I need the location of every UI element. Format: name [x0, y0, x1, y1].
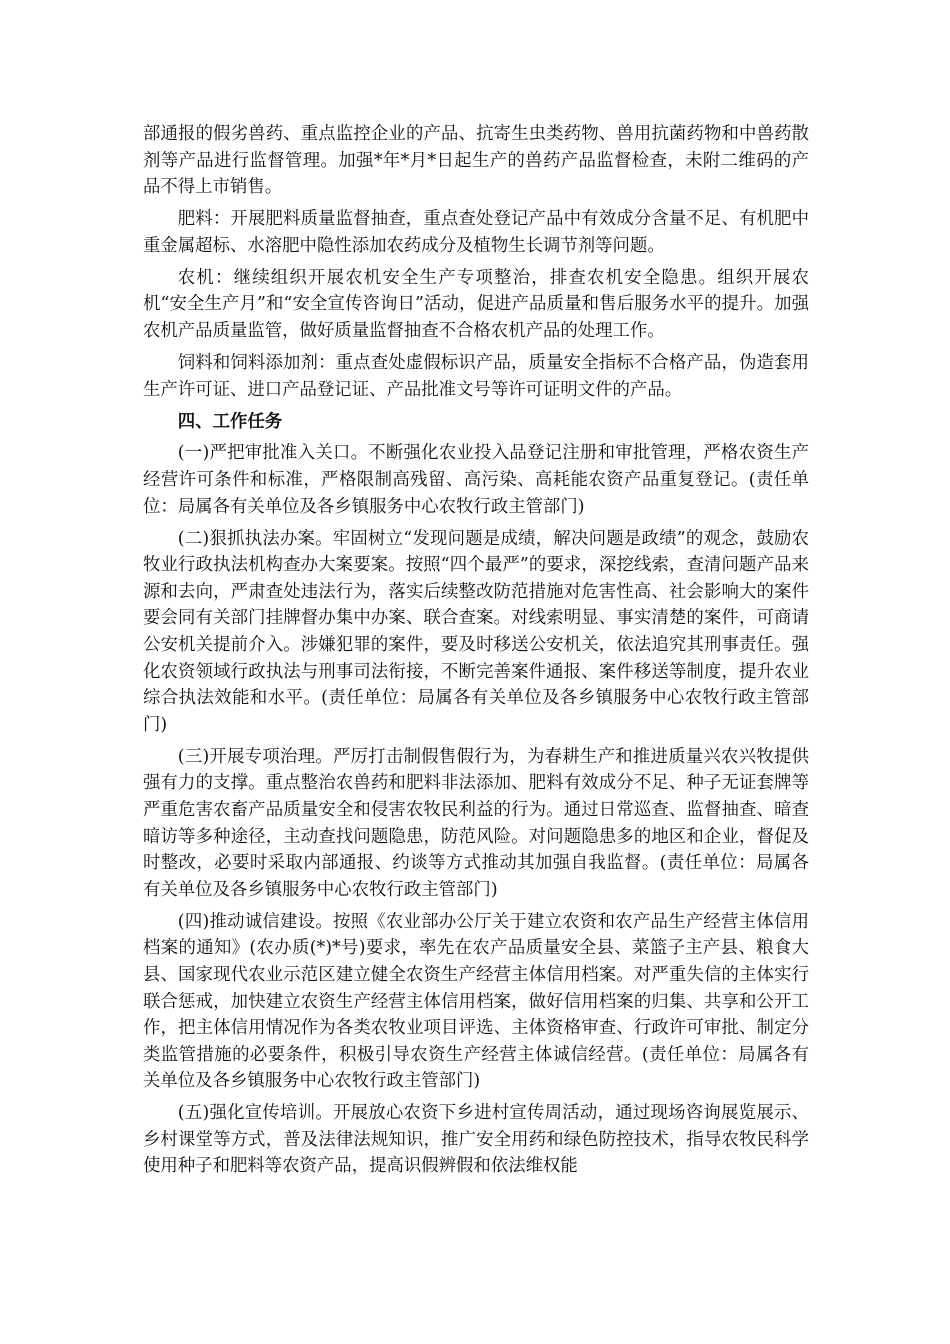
section-heading-work-tasks: 四、工作任务 — [177, 411, 283, 432]
paragraph-task-4-credit-building: (四)推动诚信建设。按照《农业部办公厅关于建立农资和农产品生产经营主体信用档案的通知》(农办质(*)*号)要求，率先在农产品质量安全县、菜篮子主产县、粮食大县、国家现代农业示范区建立健全农资生产经营主体信用档案。对严重失信的主体实行联合惩戒，加快建立农资生产经营主体信用档案，做好信用档案的归集、共享和公开工作，把主体信用情况作为各类农牧业项目评选、主体资格审查、行政许可审批、制定分类监管措施的必要条件，积极引导农资生产经营主体诚信经营。(责任单位：局属各有关单位及各乡镇服务中心农牧行政主管部门) — [143, 911, 809, 1092]
document-page — [143, 121, 809, 1185]
paragraph-task-3-special-governance: (三)开展专项治理。严厉打击制假售假行为，为春耕生产和推进质量兴农兴牧提供强有力的支撑。重点整治农兽药和肥料非法添加、肥料有效成分不足、种子无证套牌等严重危害农畜产品质量安全和侵害农牧民利益的行为。通过日常巡查、监督抽查、暗查暗访等多种途径，主动查找问题隐患，防范风险。对问题隐患多的地区和企业，督促及时整改，必要时采取内部通报、约谈等方式推动其加强自我监督。(责任单位：局属各有关单位及各乡镇服务中心农牧行政主管部门) — [143, 746, 809, 900]
paragraph-task-5-publicity-training: (五)强化宣传培训。开展放心农资下乡进村宣传周活动，通过现场咨询展览展示、乡村课堂等方式，普及法律法规知识，推广安全用药和绿色防控技术，指导农牧民科学使用种子和肥料等农资产品，提高识假辨假和依法维权能 — [143, 1103, 809, 1177]
paragraph-agricultural-machinery: 农机：继续组织开展农机安全生产专项整治，排查农机安全隐患。组织开展农机“安全生产月”和“安全宣传咨询日”活动，促进产品质量和售后服务水平的提升。加强农机产品质量监管，做好质量监督抽查不合格农机产品的处理工作。 — [143, 267, 809, 341]
paragraph-task-2-enforcement: (二)狠抓执法办案。牢固树立“发现问题是成绩，解决问题是政绩”的观念，鼓励农牧业行政执法机构查办大案要案。按照“四个最严”的要求，深挖线索，查清问题产品来源和去向，严肃查处违法行为，落实后续整改防范措施对危害性高、社会影响大的案件要会同有关部门挂牌督办集中办案、联合查案。对线索明显、事实清楚的案件，可商请公安机关提前介入。涉嫌犯罪的案件，要及时移送公安机关，依法追究其刑事责任。强化农资领域行政执法与刑事司法衔接，不断完善案件通报、案件移送等制度，提升农业综合执法效能和水平。(责任单位：局属各有关单位及各乡镇服务中心农牧行政主管部门) — [143, 528, 809, 735]
paragraph-task-1-approval: (一)严把审批准入关口。不断强化农业投入品登记注册和审批管理，严格农资生产经营许可条件和标准，严格限制高残留、高污染、高耗能农资产品重复登记。(责任单位：局属各有关单位及各乡镇服务中心农牧行政主管部门) — [143, 443, 809, 517]
paragraph-feed-additives: 饲料和饲料添加剂：重点查处虚假标识产品，质量安全指标不合格产品，伪造套用生产许可证、进口产品登记证、产品批准文号等许可证明文件的产品。 — [143, 352, 809, 400]
paragraph-veterinary-drugs-continued: 部通报的假劣兽药、重点监控企业的产品、抗寄生虫类药物、兽用抗菌药物和中兽药散剂等产品进行监督管理。加强*年*月*日起生产的兽药产品监督检查，未附二维码的产品不得上市销售。 — [143, 124, 809, 198]
paragraph-fertilizer: 肥料：开展肥料质量监督抽查，重点查处登记产品中有效成分含量不足、有机肥中重金属超标、水溶肥中隐性添加农药成分及植物生长调节剂等问题。 — [143, 209, 809, 256]
